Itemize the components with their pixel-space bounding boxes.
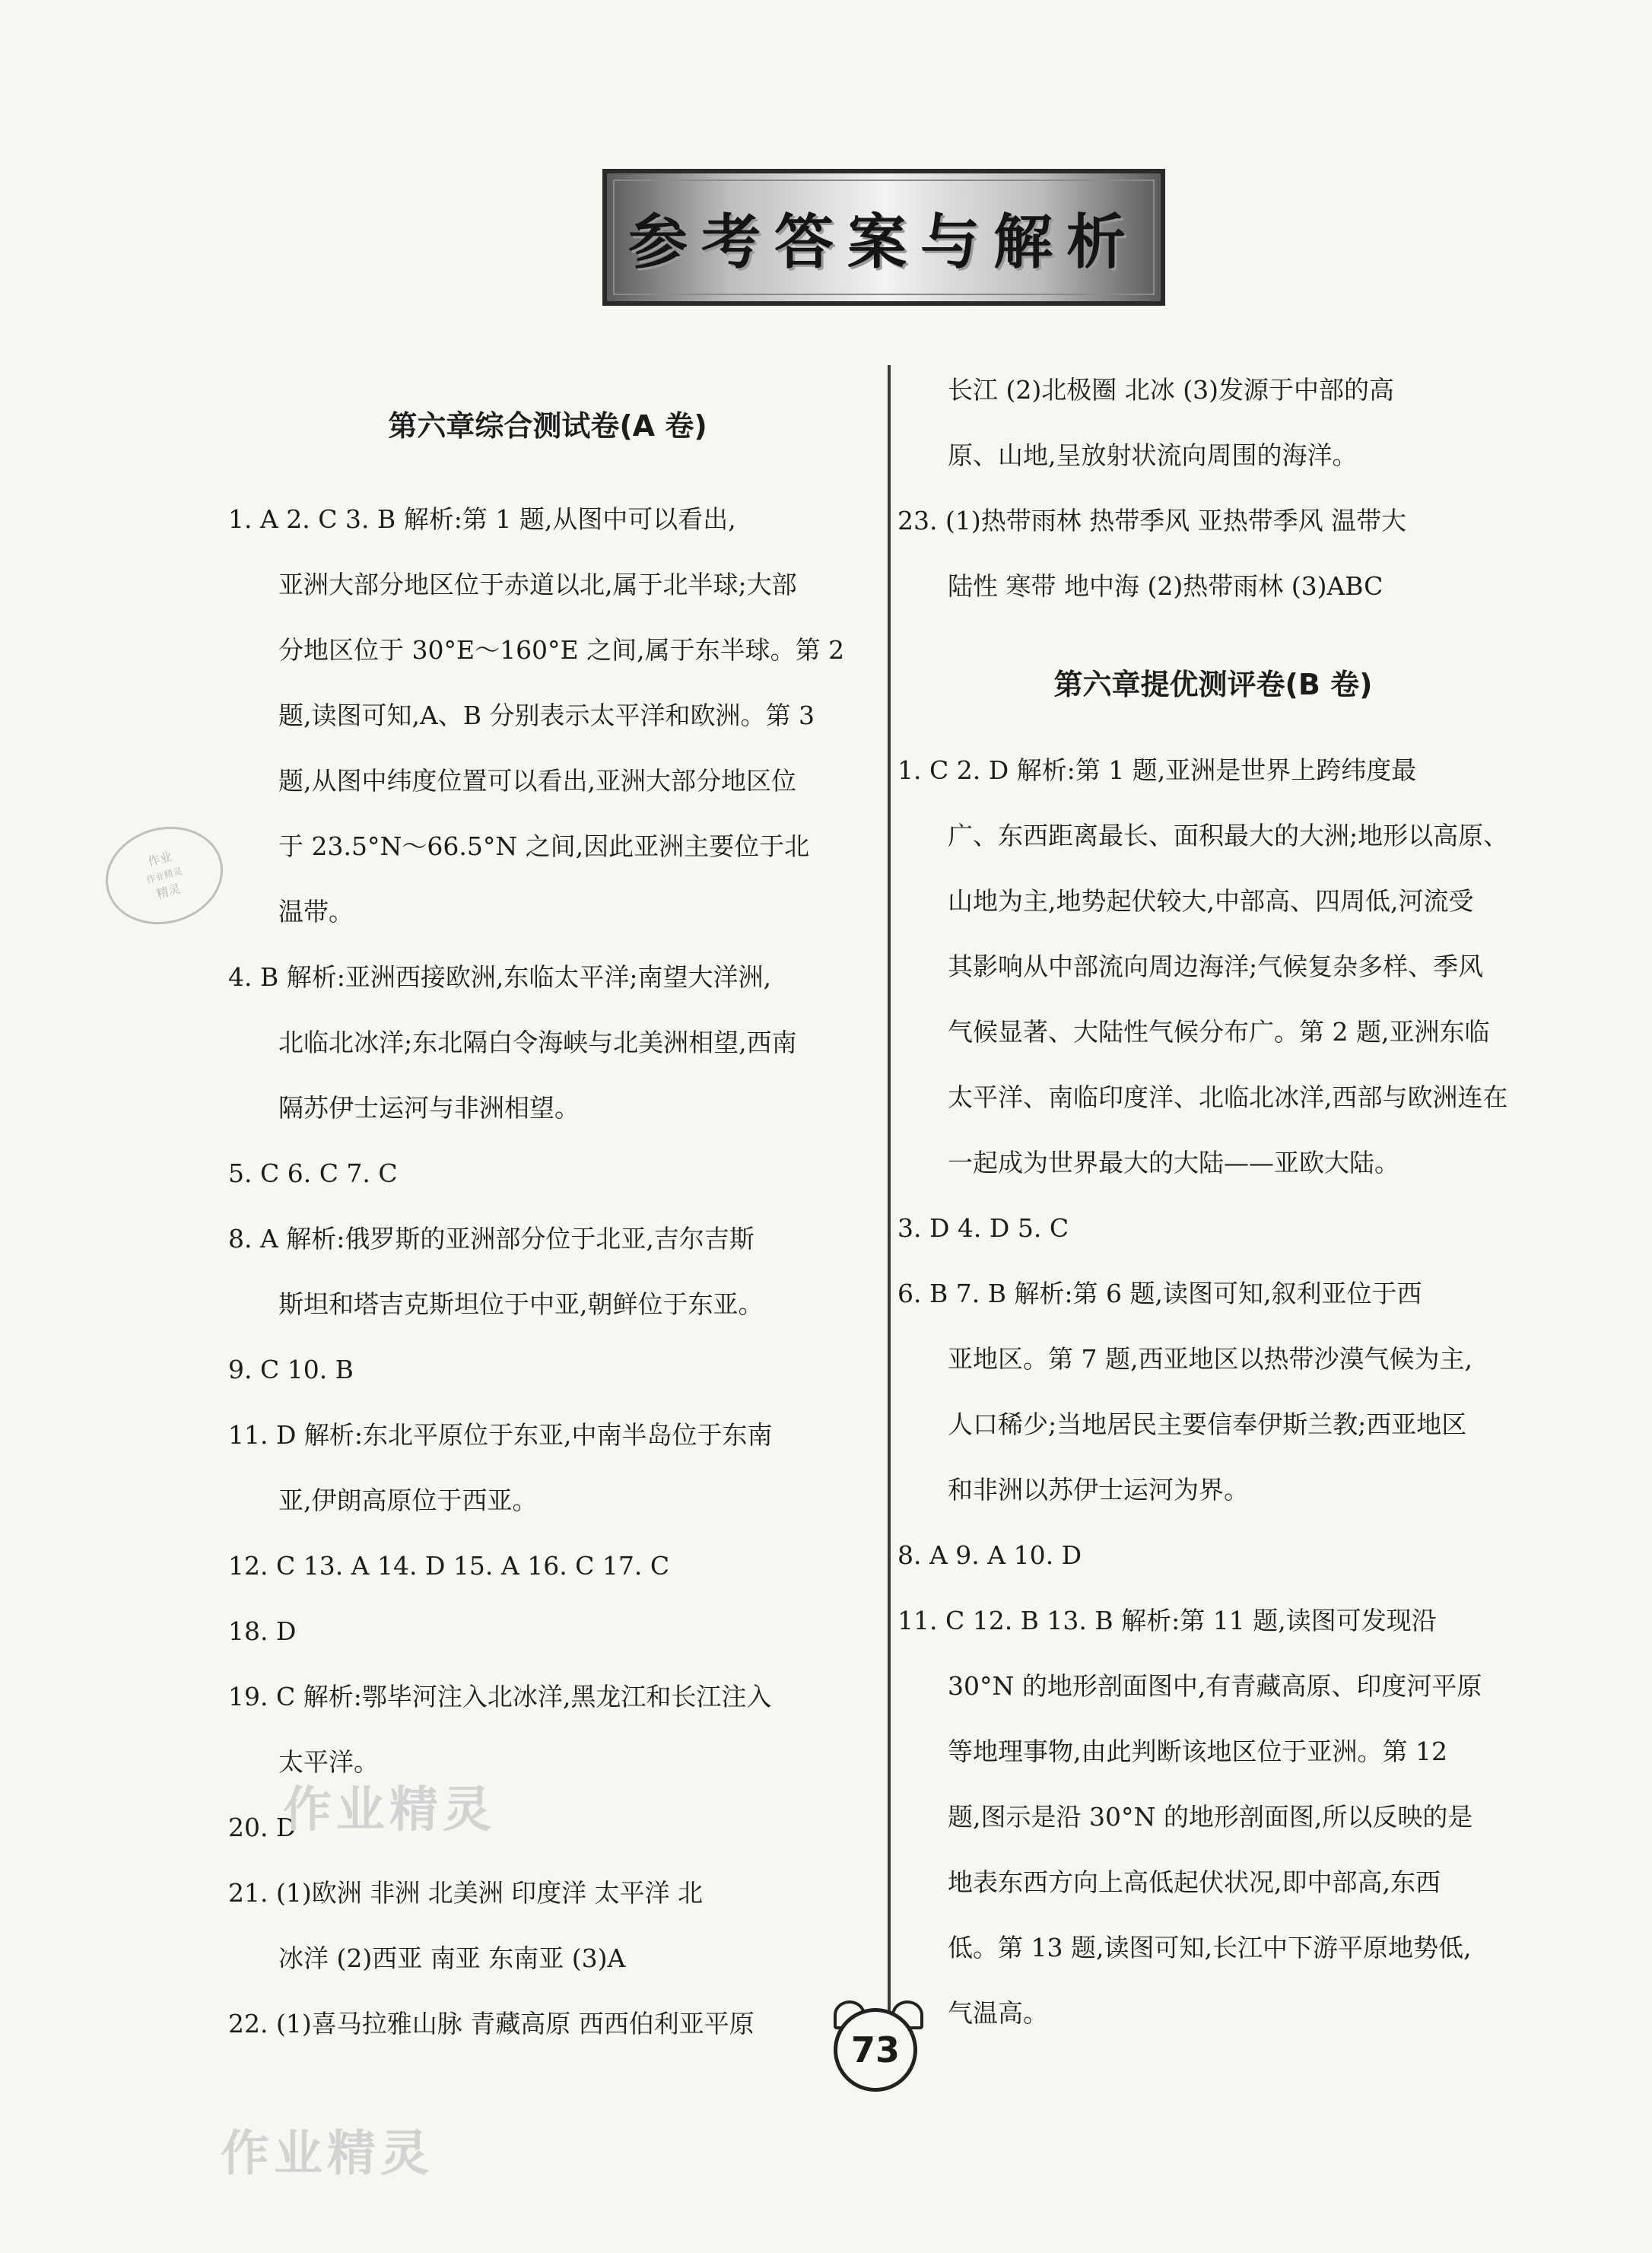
answer-line: 等地理事物,由此判断该地区位于亚洲。第 12 [948,1737,1447,1766]
page-title: 参考答案与解析 [627,208,1139,277]
answer-line: 地表东西方向上高低起伏状况,即中部高,东西 [948,1867,1441,1897]
answer-line: 低。第 13 题,读图可知,长江中下游平原地势低, [948,1933,1472,1962]
answer-line: 18. D [228,1616,297,1646]
watermark-bottom: 作业精灵 [221,2126,434,2182]
answer-line: 太平洋。 [278,1747,379,1777]
answer-line: 23. (1)热带雨林 热带季风 亚热带季风 温带大 [897,506,1407,535]
answer-line: 5. C 6. C 7. C [228,1158,398,1188]
title-banner [602,169,1165,306]
answer-line: 和非洲以苏伊士运河为界。 [948,1475,1249,1505]
stamp-small: 作业精灵 [145,866,183,885]
answer-line: 一起成为世界最大的大陆——亚欧大陆。 [948,1148,1399,1177]
answer-line: 亚,伊朗高原位于西亚。 [278,1486,538,1515]
answer-line: 题,从图中纬度位置可以看出,亚洲大部分地区位 [278,766,796,796]
answer-line: 9. C 10. B [228,1355,354,1384]
answer-line: 亚地区。第 7 题,西亚地区以热带沙漠气候为主, [948,1344,1473,1374]
answer-line: 长江 (2)北极圈 北冰 (3)发源于中部的高 [948,375,1394,405]
answer-line: 陆性 寒带 地中海 (2)热带雨林 (3)ABC [948,571,1384,601]
answer-line: 人口稀少;当地居民主要信奉伊斯兰教;西亚地区 [948,1409,1467,1439]
answer-line: 斯坦和塔吉克斯坦位于中亚,朝鲜位于东亚。 [278,1289,764,1319]
answer-line: 30°N 的地形剖面图中,有青藏高原、印度河平原 [948,1671,1482,1701]
answer-line: 6. B 7. B 解析:第 6 题,读图可知,叙利亚位于西 [897,1279,1422,1308]
stamp-top: 作业 [146,848,174,869]
answer-line: 8. A 解析:俄罗斯的亚洲部分位于北亚,吉尔吉斯 [228,1224,755,1254]
answer-line: 1. C 2. D 解析:第 1 题,亚洲是世界上跨纬度最 [897,755,1417,785]
section-title-a: 第六章综合测试卷(A 卷) [388,409,707,443]
answer-line: 题,读图可知,A、B 分别表示太平洋和欧洲。第 3 [278,701,815,730]
answer-line: 其影响从中部流向周边海洋;气候复杂多样、季风 [948,952,1484,981]
answer-line: 分地区位于 30°E～160°E 之间,属于东半球。第 2 [278,635,845,665]
stamp-mid: 精灵 [154,881,183,902]
stamp-icon [94,814,234,937]
answer-line: 1. A 2. C 3. B 解析:第 1 题,从图中可以看出, [228,504,736,534]
answer-line: 8. A 9. A 10. D [897,1540,1082,1570]
answer-line: 山地为主,地势起伏较大,中部高、四周低,河流受 [948,886,1474,916]
watermark-mid: 作业精灵 [283,1782,496,1838]
answer-line: 4. B 解析:亚洲西接欧洲,东临太平洋;南望大洋洲, [228,962,771,992]
answer-line: 隔苏伊士运河与非洲相望。 [278,1093,580,1123]
column-divider [888,365,891,2016]
answer-line: 19. C 解析:鄂毕河注入北冰洋,黑龙江和长江注入 [228,1682,772,1711]
answer-line: 11. C 12. B 13. B 解析:第 11 题,读图可发现沿 [897,1606,1437,1635]
page-number-badge [803,2000,948,2092]
answer-line: 气候显著、大陆性气候分布广。第 2 题,亚洲东临 [948,1017,1490,1047]
answer-line: 温带。 [278,897,354,926]
answer-line: 题,图示是沿 30°N 的地形剖面图,所以反映的是 [948,1802,1473,1832]
page-number: 73 [834,2008,917,2092]
answer-line: 太平洋、南临印度洋、北临北冰洋,西部与欧洲连在 [948,1082,1508,1112]
answer-line: 冰洋 (2)西亚 南亚 东南亚 (3)A [278,1943,626,1973]
answer-line: 广、东西距离最长、面积最大的大洲;地形以高原、 [948,821,1509,850]
answer-line: 21. (1)欧洲 非洲 北美洲 印度洋 太平洋 北 [228,1878,704,1908]
answer-line: 20. D [228,1813,297,1842]
answer-line: 气温高。 [948,1998,1048,2028]
section-title-b: 第六章提优测评卷(B 卷) [1053,668,1373,701]
answer-line: 亚洲大部分地区位于赤道以北,属于北半球;大部 [278,570,797,599]
answer-line: 原、山地,呈放射状流向周围的海洋。 [948,440,1358,470]
answer-line: 3. D 4. D 5. C [897,1213,1069,1243]
answer-line: 12. C 13. A 14. D 15. A 16. C 17. C [228,1551,670,1581]
answer-line: 11. D 解析:东北平原位于东亚,中南半岛位于东南 [228,1420,773,1450]
answer-line: 22. (1)喜马拉雅山脉 青藏高原 西西伯利亚平原 [228,2009,755,2039]
answer-line: 北临北冰洋;东北隔白令海峡与北美洲相望,西南 [278,1028,797,1057]
answer-line: 于 23.5°N～66.5°N 之间,因此亚洲主要位于北 [278,831,810,861]
